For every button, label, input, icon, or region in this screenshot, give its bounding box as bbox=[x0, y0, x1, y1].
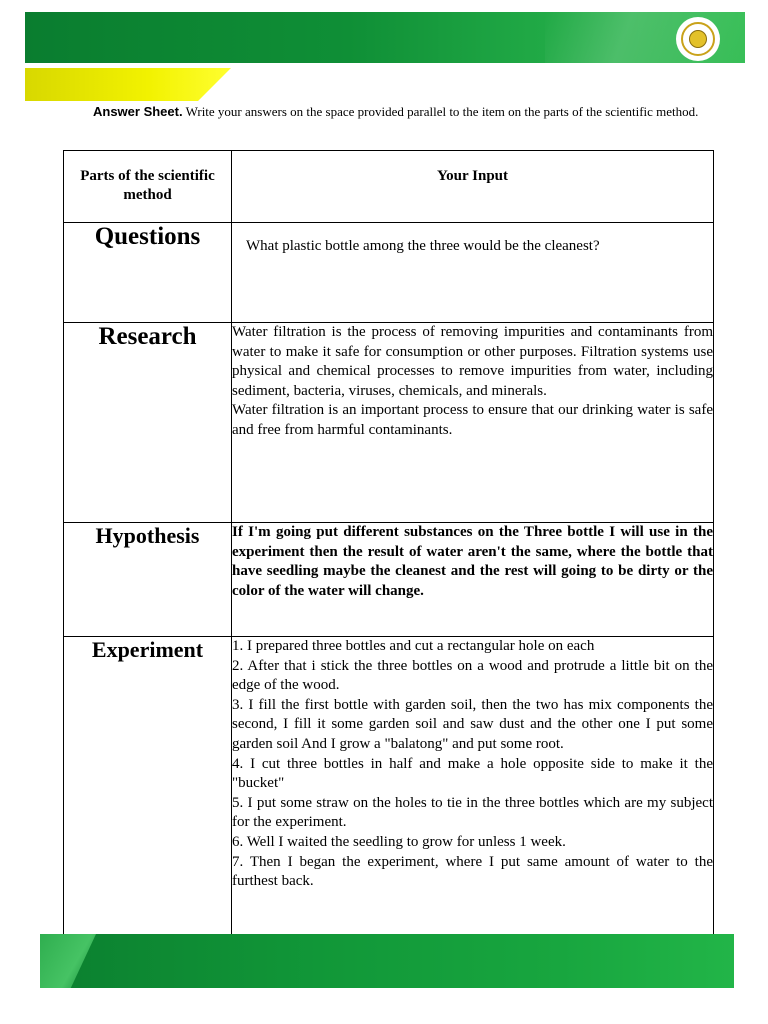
label-experiment: Experiment bbox=[64, 637, 232, 937]
answer-table bbox=[63, 150, 714, 937]
label-hypothesis: Hypothesis bbox=[64, 523, 232, 637]
table-row-research bbox=[64, 323, 714, 523]
seal-emblem bbox=[689, 30, 707, 48]
research-paragraph-1: Water filtration is the process of removing impurities and contaminants from water to make it safe for consumption or other purposes. Filtration systems use physical and chemical processes to remove impurities from water, including sediment, bacteria, viruses, chemicals, and minerals. bbox=[232, 324, 713, 399]
header-parts: Parts of the scientific method bbox=[64, 151, 232, 223]
instructions-text: Write your answers on the space provided parallel to the item on the parts of the scientific method. bbox=[182, 104, 699, 119]
table-row-questions bbox=[64, 223, 714, 323]
experiment-step: 6. Well I waited the seedling to grow for unless 1 week. bbox=[232, 833, 566, 850]
instructions-lead: Answer Sheet. bbox=[93, 104, 183, 119]
label-questions: Questions bbox=[64, 223, 232, 323]
experiment-step: 1. I prepared three bottles and cut a rectangular hole on each bbox=[232, 638, 595, 654]
experiment-step: 4. I cut three bottles in half and make a hole opposite side to make it the "bucket" bbox=[232, 755, 713, 792]
experiment-step: 2. After that i stick the three bottles on a wood and protrude a little bit on the edge of the wood. bbox=[232, 657, 713, 694]
header-banner bbox=[25, 12, 745, 63]
footer-banner-facet bbox=[40, 934, 96, 988]
answer-experiment bbox=[232, 637, 714, 937]
school-seal-icon bbox=[676, 17, 720, 61]
answer-hypothesis: If I'm going put different substances on the Three bottle I will use in the experiment then the result of water aren't the same, where the bottle that have seedling maybe the cleanest and the rest will going to be dirty or the color of the water will change. bbox=[232, 523, 714, 637]
seal-ring bbox=[681, 22, 715, 56]
header-your-input: Your Input bbox=[232, 151, 714, 223]
experiment-step: 3. I fill the first bottle with garden soil, then the two has mix components the second, I fill it some garden soil and saw dust and the other one I put some garden soil And I grow a "balatong" and put some root. bbox=[232, 696, 713, 752]
table-row-experiment bbox=[64, 637, 714, 937]
answer-research bbox=[232, 323, 714, 523]
table-row-hypothesis bbox=[64, 523, 714, 637]
research-paragraph-2: Water filtration is an important process to ensure that our drinking water is safe and free from harmful contaminants. bbox=[232, 402, 713, 438]
instructions bbox=[93, 102, 713, 121]
answer-questions: What plastic bottle among the three would be the cleanest? bbox=[232, 223, 714, 323]
table-header-row bbox=[64, 151, 714, 223]
header-accent-tab bbox=[25, 68, 231, 101]
label-research: Research bbox=[64, 323, 232, 523]
experiment-step: 5. I put some straw on the holes to tie in the three bottles which are my subject for the experiment. bbox=[232, 794, 713, 831]
footer-banner bbox=[40, 934, 734, 988]
experiment-step: 7. Then I began the experiment, where I put same amount of water to the furthest back. bbox=[232, 853, 713, 890]
